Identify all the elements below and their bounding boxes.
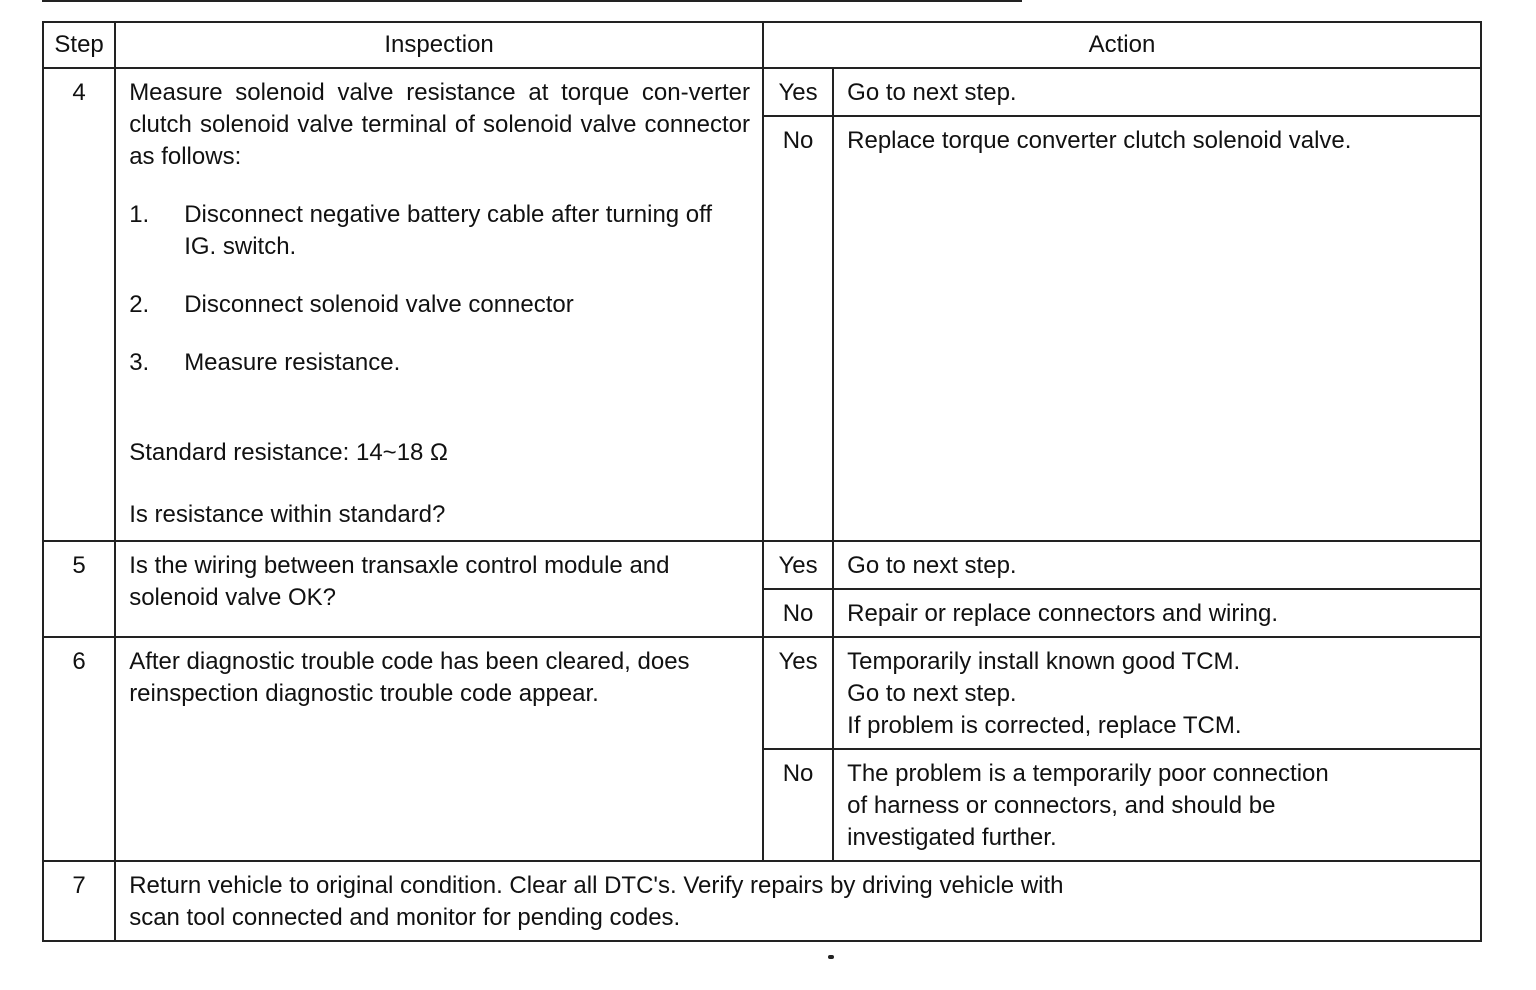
- list-item: [129, 289, 750, 321]
- inspection-cell: [115, 68, 763, 541]
- list-text: Measure resistance.: [184, 349, 401, 376]
- no-label: No: [763, 116, 833, 541]
- no-action-line: of harness or connectors, and should be: [847, 792, 1276, 819]
- no-action: [833, 749, 1481, 861]
- final-step-text: [115, 861, 1481, 941]
- standard-resistance: Standard resistance: 14~18 Ω: [129, 439, 448, 466]
- header-row: [43, 22, 1481, 68]
- list-text: Disconnect negative battery cable after turning off IG. switch.: [184, 201, 713, 260]
- top-rule: [42, 0, 1022, 2]
- header-inspection: Inspection: [115, 22, 763, 68]
- list-item: [129, 199, 750, 263]
- yes-action: Go to next step.: [833, 541, 1481, 589]
- step-number: 7: [43, 861, 115, 941]
- table-row: [43, 68, 1481, 116]
- diagnostic-procedure-table: [42, 21, 1482, 942]
- yes-label: Yes: [763, 541, 833, 589]
- no-label: No: [763, 749, 833, 861]
- inspection-question: Is resistance within standard?: [129, 501, 446, 528]
- table-row: [43, 861, 1481, 941]
- header-action: Action: [763, 22, 1481, 68]
- inspection-intro: Measure solenoid valve resistance at torque con-verter clutch solenoid valve terminal of solenoid valve connector as follows:: [129, 79, 750, 170]
- yes-action-line: If problem is corrected, replace TCM.: [847, 712, 1242, 739]
- table-row: [43, 541, 1481, 589]
- step-number: 6: [43, 637, 115, 861]
- yes-action-line: Go to next step.: [847, 680, 1017, 707]
- no-action-line: investigated further.: [847, 824, 1057, 851]
- step-number: 5: [43, 541, 115, 637]
- list-text: Disconnect solenoid valve connector: [184, 291, 574, 318]
- list-number: 2.: [129, 291, 150, 318]
- final-step-line: Return vehicle to original condition. Clear all DTC's. Verify repairs by driving vehicle with: [129, 872, 1064, 899]
- inspection-cell: After diagnostic trouble code has been cleared, does reinspection diagnostic trouble code appear.: [115, 637, 763, 861]
- no-label: No: [763, 589, 833, 637]
- yes-label: Yes: [763, 68, 833, 116]
- list-number: 1.: [129, 201, 150, 228]
- inspection-cell: Is the wiring between transaxle control module and solenoid valve OK?: [115, 541, 763, 637]
- stray-mark: [828, 955, 834, 959]
- header-step: Step: [43, 22, 115, 68]
- yes-action: [833, 637, 1481, 749]
- final-step-line: scan tool connected and monitor for pending codes.: [129, 904, 681, 931]
- table-row: [43, 637, 1481, 749]
- yes-action: Go to next step.: [833, 68, 1481, 116]
- yes-label: Yes: [763, 637, 833, 749]
- step-number: 4: [43, 68, 115, 541]
- no-action: Repair or replace connectors and wiring.: [833, 589, 1481, 637]
- no-action-line: The problem is a temporarily poor connection: [847, 760, 1329, 787]
- list-number: 3.: [129, 349, 150, 376]
- no-action: Replace torque converter clutch solenoid valve.: [833, 116, 1481, 541]
- list-item: [129, 347, 750, 379]
- yes-action-line: Temporarily install known good TCM.: [847, 648, 1241, 675]
